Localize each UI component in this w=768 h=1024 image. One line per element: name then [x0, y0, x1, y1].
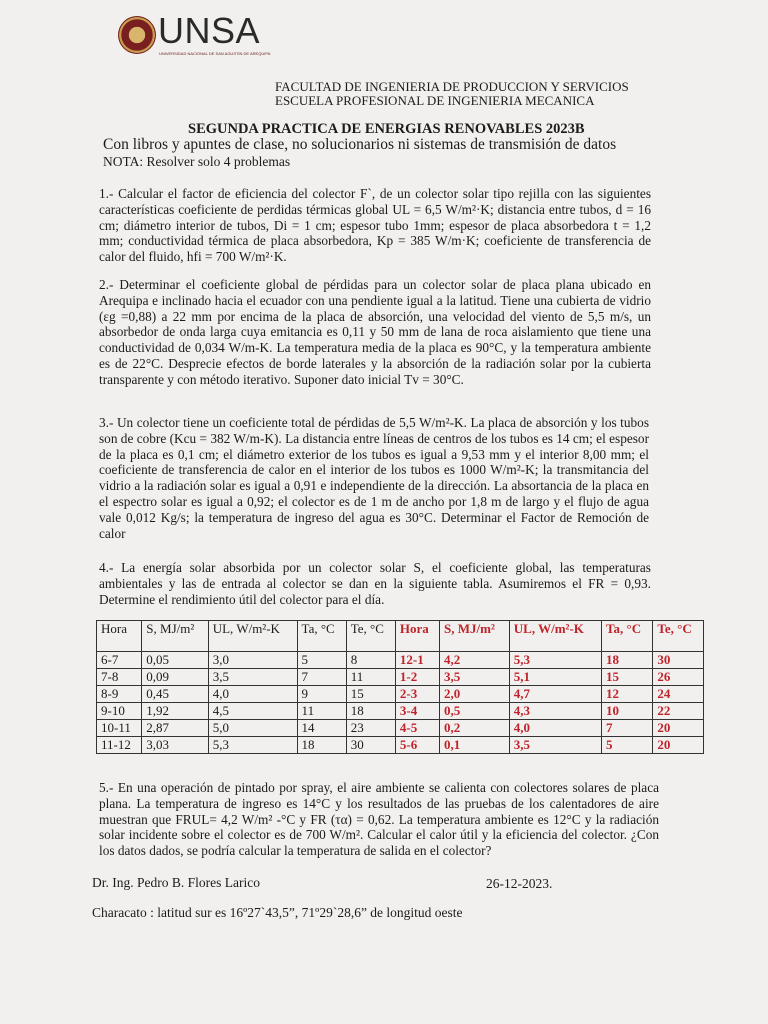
table-cell: 20 — [653, 720, 704, 737]
table-row — [97, 737, 704, 754]
table-cell: 26 — [653, 669, 704, 686]
table-cell: 11 — [297, 703, 346, 720]
faculty-header — [275, 80, 629, 108]
col-header: Hora — [395, 621, 439, 652]
problem-3 — [99, 415, 649, 541]
table-cell: 5 — [297, 652, 346, 669]
problem-4 — [99, 560, 651, 607]
table-cell: 3-4 — [395, 703, 439, 720]
table-cell: 18 — [602, 652, 653, 669]
logo-name: UNSA — [158, 10, 261, 51]
table-cell: 12 — [602, 686, 653, 703]
table-cell: 30 — [653, 652, 704, 669]
table-cell: 5,1 — [509, 669, 601, 686]
table-cell: 23 — [346, 720, 395, 737]
problem-3-text: 3.- Un colector tiene un coeficiente total de pérdidas de 5,5 W/m²-K. La placa de absorción y los tubos son de cobre (Kcu = 382 W/m-K). La distancia entre líneas de centros de los tubos es 14 cm; el espesor de la placa es 0,1 cm; el diámetro exterior de los tubos es igual a 9,53 mm y el interior 8,00 mm; el coeficiente de transferencia de calor en el interior de los tubos es 1000 W/m²-K; la transmitancia del vidrio a la radiación solar es igual a 0,91 e independiente de la dirección. La absortancia de la placa en el espectro solar es igual a 0,92; el colector es de 1 m de ancho por 1,8 m de largo y el flujo de agua vale 0,012 Kg/s; la temperatura de ingreso del agua es 30°C. Determinar el Factor de Remoción de calor — [99, 415, 649, 541]
table-cell: 7 — [602, 720, 653, 737]
table-cell: 1-2 — [395, 669, 439, 686]
table-cell: 18 — [346, 703, 395, 720]
table-cell: 15 — [346, 686, 395, 703]
table-cell: 3,5 — [509, 737, 601, 754]
table-cell: 24 — [653, 686, 704, 703]
col-header: Hora — [97, 621, 142, 652]
problem-2 — [99, 277, 651, 388]
table-cell: 10 — [602, 703, 653, 720]
table-cell: 8-9 — [97, 686, 142, 703]
col-header: Te, °C — [346, 621, 395, 652]
col-header: Ta, °C — [297, 621, 346, 652]
table-cell: 0,05 — [142, 652, 208, 669]
table-cell: 11-12 — [97, 737, 142, 754]
exam-date: 26-12-2023. — [486, 876, 553, 891]
col-header: S, MJ/m² — [440, 621, 510, 652]
table-cell: 2,87 — [142, 720, 208, 737]
page-title: SEGUNDA PRACTICA DE ENERGIAS RENOVABLES 2023B — [188, 121, 585, 137]
logo-subtitle: UNIVERSIDAD NACIONAL DE SAN AGUSTIN DE AREQUIPA — [159, 51, 271, 56]
problem-1 — [99, 186, 651, 265]
table-cell: 5,3 — [208, 737, 297, 754]
school-name: ESCUELA PROFESIONAL DE INGENIERIA MECANICA — [275, 93, 595, 108]
table-cell: 2,0 — [440, 686, 510, 703]
table-cell: 3,03 — [142, 737, 208, 754]
table-row — [97, 669, 704, 686]
table-cell: 11 — [346, 669, 395, 686]
table-cell: 2-3 — [395, 686, 439, 703]
table-cell: 0,09 — [142, 669, 208, 686]
table-cell: 5,0 — [208, 720, 297, 737]
problem-4-text: 4.- La energía solar absorbida por un colector solar S, el coeficiente global, las temperaturas ambientales y las de entrada al colector se dan en la siguiente tabla. Asumiremos el FR = 0,93. Determine el rendimiento útil del colector para el día. — [99, 560, 651, 607]
problem-2-text: 2.- Determinar el coeficiente global de pérdidas para un colector solar de placa plana ubicado en Arequipa e inclinado hacia el ecuador con una pendiente igual a la latitud. Tiene una cubierta de vidrio (εg =0,88) a 22 mm por encima de la placa de absorción, una velocidad del viento de 5,5 m/s, un absorbedor de onda larga cuya emitancia es 0,11 y 50 mm de lana de roca aislamiento que tiene una conductividad de 0,034 W/m-K. La temperatura media de la placa es 90°C, y la temperatura ambiente es de 22°C. Desprecie efectos de borde laterales y la absorción de la radiación solar por la cubierta transparente y con método iterativo. Suponer dato inicial Tv = 30°C. — [99, 277, 651, 387]
table-header-row — [97, 621, 704, 652]
table-cell: 4-5 — [395, 720, 439, 737]
table-cell: 30 — [346, 737, 395, 754]
note: NOTA: Resolver solo 4 problemas — [103, 154, 291, 169]
table-cell: 0,45 — [142, 686, 208, 703]
table-cell: 4,5 — [208, 703, 297, 720]
table-cell: 10-11 — [97, 720, 142, 737]
col-header: Ta, °C — [602, 621, 653, 652]
table-cell: 4,0 — [208, 686, 297, 703]
problem-1-text: 1.- Calcular el factor de eficiencia del colector F`, de un colector solar tipo rejilla con las siguientes características coeficiente de perdidas térmicas global UL = 6,5 W/m²·K; distancia entre tubos, d = 16 cm; diámetro interior de tubos, Di = 1 cm; espesor tubo 1mm; espesor de placa absorbedora t = 1,2 mm; conductividad térmica de placa absorbedora, Kp = 385 W/m·K; coeficiente de transferencia de calor del fluido, hfi = 700 W/m²·K. — [99, 186, 651, 265]
instructions: Con libros y apuntes de clase, no solucionarios ni sistemas de transmisión de datos — [103, 136, 617, 153]
table-cell: 6-7 — [97, 652, 142, 669]
table-cell: 4,2 — [440, 652, 510, 669]
table-cell: 5,3 — [509, 652, 601, 669]
table-cell: 3,0 — [208, 652, 297, 669]
table-cell: 14 — [297, 720, 346, 737]
faculty-name: FACULTAD DE INGENIERIA DE PRODUCCION Y SERVICIOS — [275, 79, 629, 94]
table-cell: 0,1 — [440, 737, 510, 754]
col-header: Te, °C — [653, 621, 704, 652]
table-body — [97, 652, 704, 754]
table-cell: 4,7 — [509, 686, 601, 703]
problem-5 — [99, 780, 659, 859]
problem-5-text: 5.- En una operación de pintado por spray, el aire ambiente se calienta con colectores solares de placa plana. La temperatura de ingreso es 14°C y los resultados de las pruebas de los calentadores de aire muestran que FRUL= 4,2 W/m² -°C y FR (τα) = 0,62. La temperatura ambiente es 12°C y la radiación solar incidente sobre el colector es de 700 W/m². Calcular el calor útil y la eficiencia del colector. ¿Con los datos dados, se podría calcular la temperatura de salida en el colector? — [99, 780, 659, 859]
table-cell: 7 — [297, 669, 346, 686]
table-row — [97, 703, 704, 720]
data-table — [96, 620, 704, 754]
table-row — [97, 652, 704, 669]
table-cell: 20 — [653, 737, 704, 754]
table-cell: 18 — [297, 737, 346, 754]
col-header: UL, W/m²-K — [509, 621, 601, 652]
table-cell: 1,92 — [142, 703, 208, 720]
table-cell: 4,3 — [509, 703, 601, 720]
table-cell: 15 — [602, 669, 653, 686]
table-cell: 5-6 — [395, 737, 439, 754]
author-signature: Dr. Ing. Pedro B. Flores Larico — [92, 875, 260, 890]
table-cell: 12-1 — [395, 652, 439, 669]
table-cell: 0,2 — [440, 720, 510, 737]
table-cell: 4,0 — [509, 720, 601, 737]
university-seal-icon — [118, 16, 156, 54]
col-header: S, MJ/m² — [142, 621, 208, 652]
table-cell: 22 — [653, 703, 704, 720]
table-cell: 0,5 — [440, 703, 510, 720]
location-note: Characato : latitud sur es 16º27`43,5”, 71º29`28,6” de longitud oeste — [92, 905, 463, 920]
table-cell: 3,5 — [208, 669, 297, 686]
table-cell: 9 — [297, 686, 346, 703]
unsa-logo — [118, 10, 271, 62]
table-cell: 8 — [346, 652, 395, 669]
table-cell: 5 — [602, 737, 653, 754]
table-cell: 9-10 — [97, 703, 142, 720]
table-row — [97, 720, 704, 737]
table-row — [97, 686, 704, 703]
table-cell: 3,5 — [440, 669, 510, 686]
table-cell: 7-8 — [97, 669, 142, 686]
col-header: UL, W/m²-K — [208, 621, 297, 652]
